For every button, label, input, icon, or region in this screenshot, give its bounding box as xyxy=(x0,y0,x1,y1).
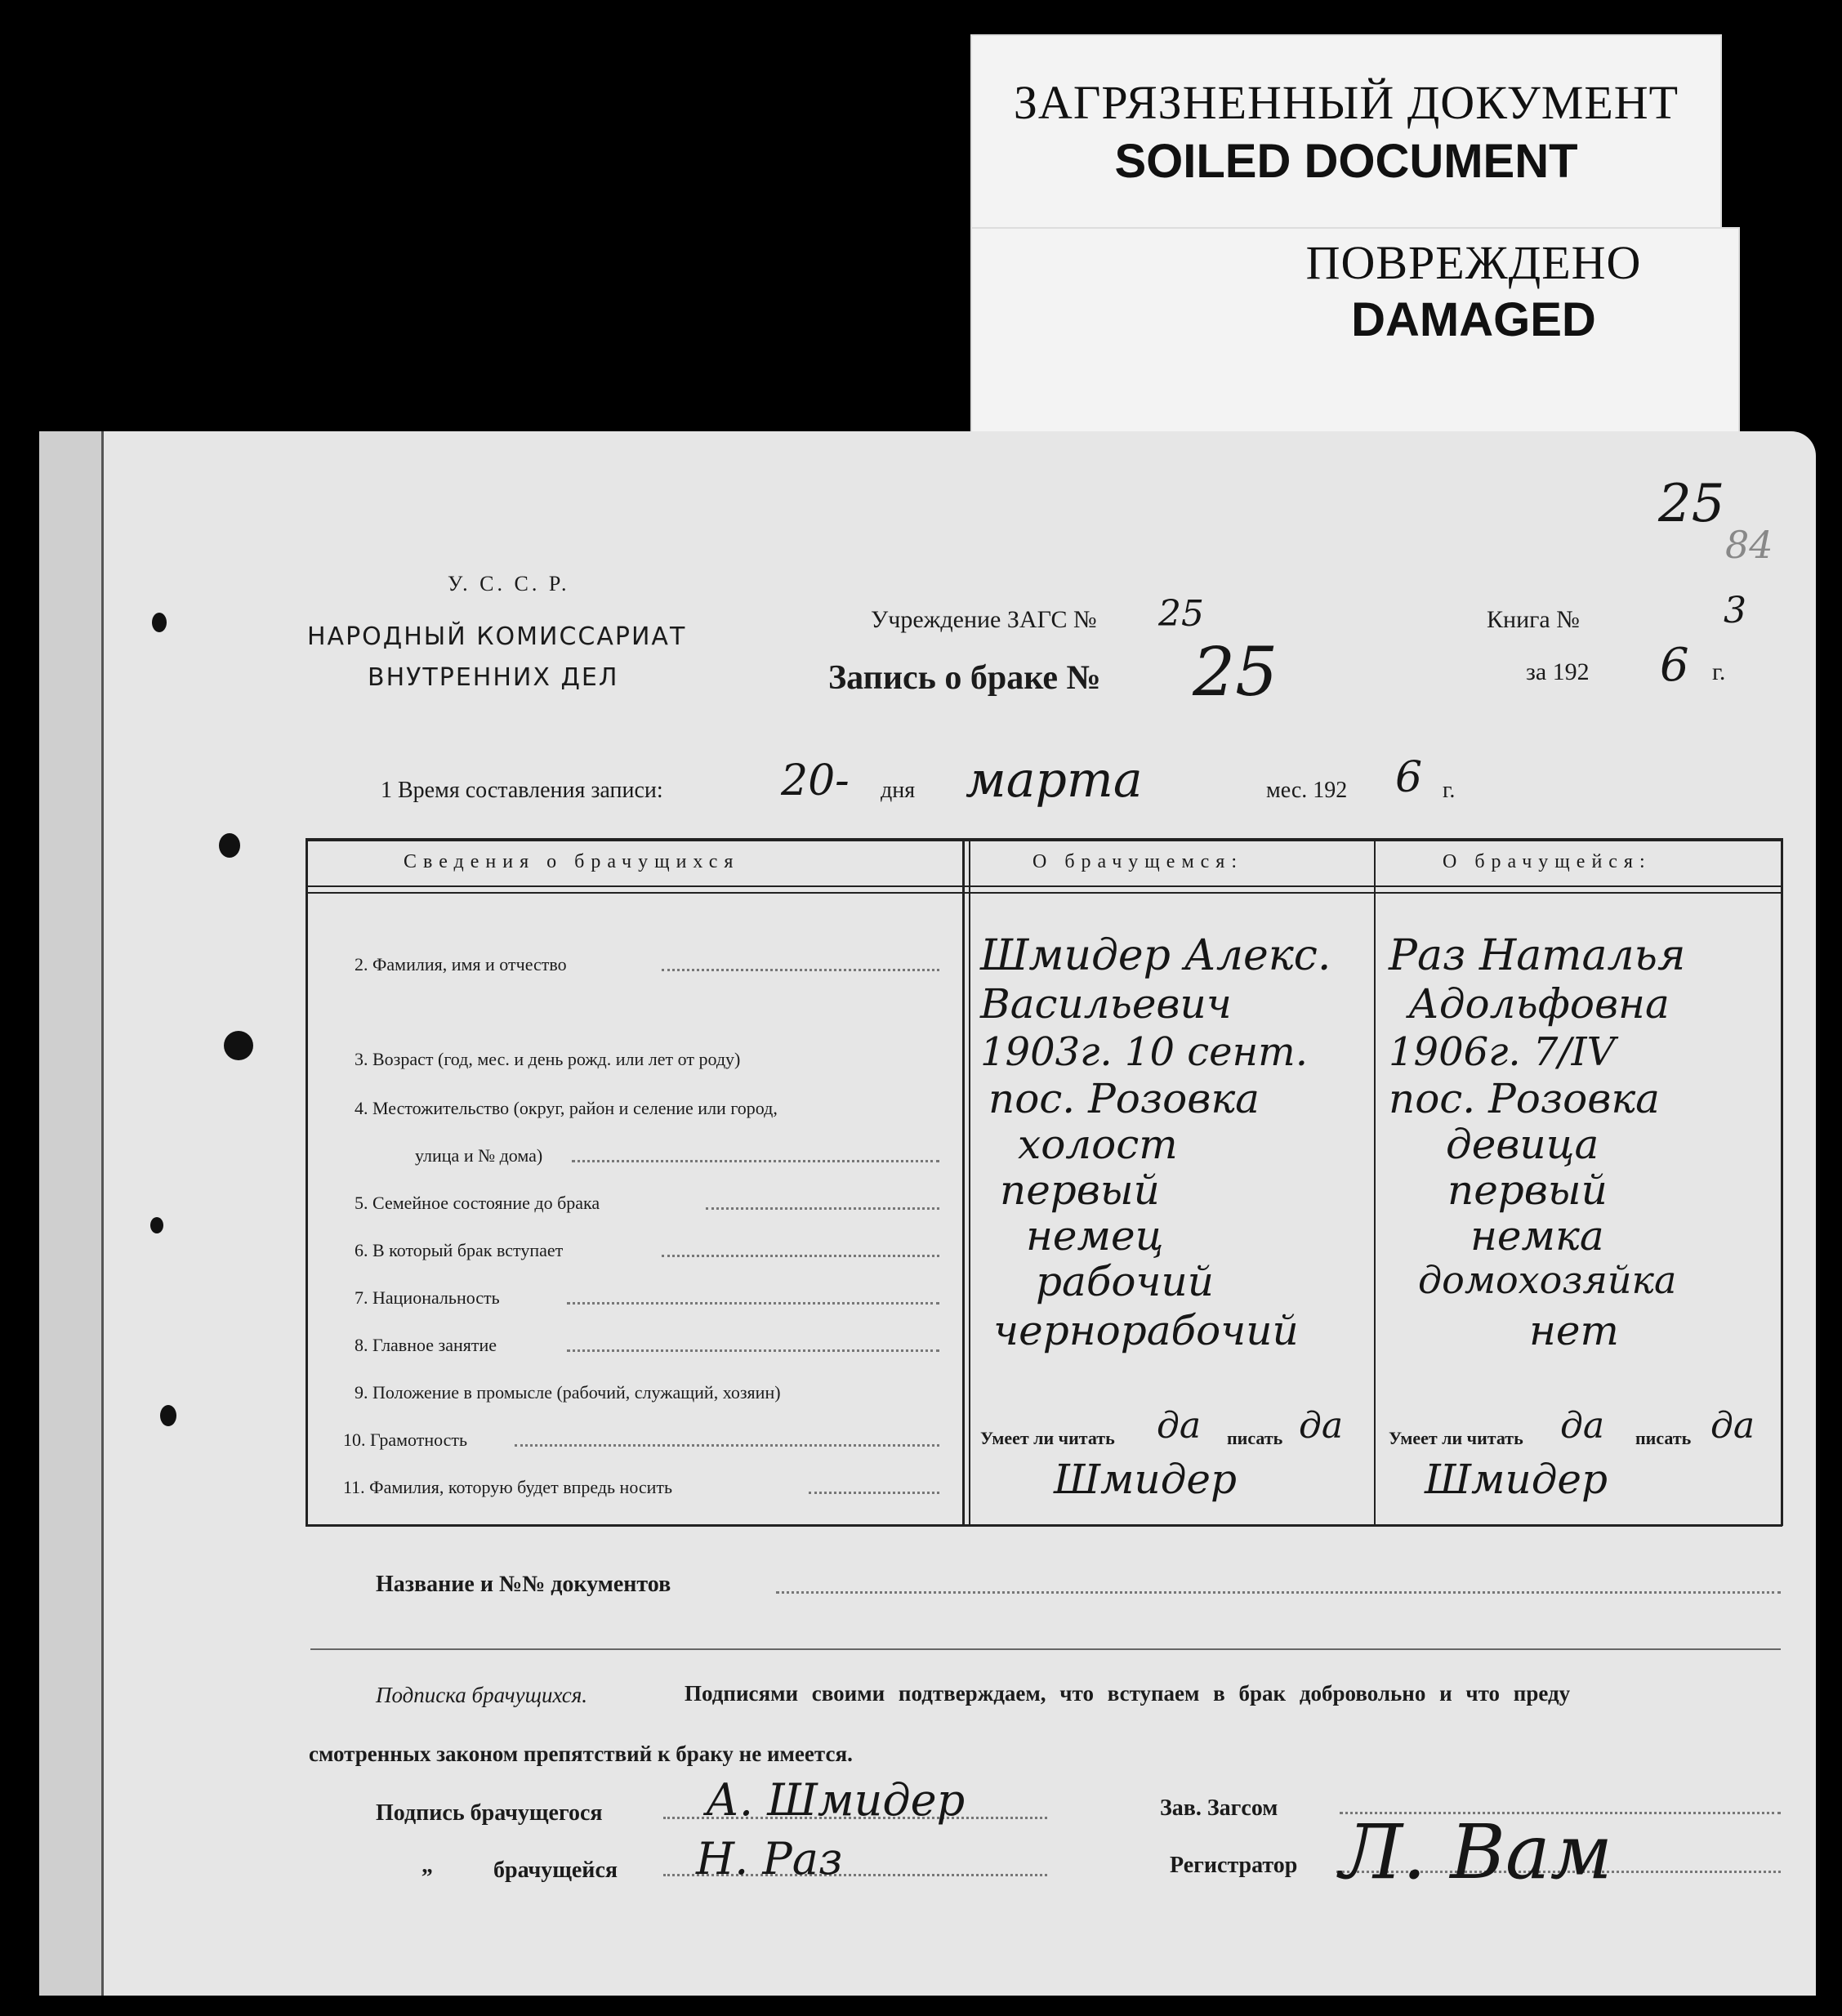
section-divider xyxy=(310,1648,1781,1650)
table-header-info: Сведения о брачущихся xyxy=(404,851,740,872)
table-header-bride: О брачущейся: xyxy=(1443,851,1652,872)
commissariat-line-1: НАРОДНЫЙ КОМИССАРИАТ xyxy=(307,622,687,651)
statement-line-2: смотренных законом препятствий к браку не имеется. xyxy=(309,1742,853,1766)
bride-name: Раз Наталья xyxy=(1389,931,1686,980)
record-time-label: 1 Время составления записи: xyxy=(381,778,663,803)
groom-trade-position: чернорабочий xyxy=(993,1307,1299,1354)
table-col-divider-1b xyxy=(969,838,970,1526)
bride-birthdate: 1906г. 7/IV xyxy=(1389,1029,1616,1075)
groom-read-label: Умеет ли читать xyxy=(980,1428,1115,1448)
bride-future-surname: Шмидер xyxy=(1425,1456,1608,1503)
bride-marriage-count: первый xyxy=(1447,1166,1608,1214)
groom-future-surname: Шмидер xyxy=(1054,1456,1237,1503)
binding-strip xyxy=(39,431,104,1996)
soiled-label-ru: ЗАГРЯЗНЕННЫЙ ДОКУМЕНТ xyxy=(1013,76,1679,129)
year-suffix: г. xyxy=(1712,658,1726,685)
groom-write-label: писать xyxy=(1227,1428,1283,1448)
row-label-marital: 5. Семейное состояние до брака xyxy=(355,1193,600,1213)
row-leader xyxy=(515,1444,939,1447)
table-left-border xyxy=(306,838,308,1526)
row-leader xyxy=(572,1160,939,1162)
groom-patronymic: Васильевич xyxy=(980,980,1232,1028)
zags-label: Учреждение ЗАГС № xyxy=(871,606,1097,633)
table-top-border xyxy=(306,838,1782,841)
row-label-age: 3. Возраст (год, мес. и день рожд. или лет от роду) xyxy=(355,1049,741,1069)
statement-lead: Подписка брачущихся. xyxy=(376,1683,588,1707)
damaged-document-label xyxy=(970,227,1740,449)
row-leader xyxy=(567,1349,939,1352)
row-leader xyxy=(567,1302,939,1305)
bride-signature: Н. Раз xyxy=(696,1833,843,1884)
row-label-residence-cont: улица и № дома) xyxy=(415,1145,543,1166)
row-label-occupation: 8. Главное занятие xyxy=(355,1335,497,1355)
bride-read-label: Умеет ли читать xyxy=(1389,1428,1523,1448)
record-number: 25 xyxy=(1193,634,1278,711)
soiled-document-label xyxy=(970,34,1722,234)
record-day: 20- xyxy=(781,756,850,805)
table-header-border xyxy=(306,885,1782,887)
row-leader xyxy=(706,1207,939,1210)
row-leader xyxy=(809,1492,939,1494)
table-header-groom: О брачущемся: xyxy=(1033,851,1243,872)
table-col-divider-1 xyxy=(962,838,965,1526)
row-label-future-surname: 11. Фамилия, которую будет впредь носить xyxy=(343,1477,673,1497)
groom-nationality: немец xyxy=(1026,1212,1164,1260)
groom-occupation: рабочий xyxy=(1036,1258,1214,1305)
documents-label: Название и №№ документов xyxy=(376,1572,671,1597)
row-label-marriage-count: 6. В который брак вступает xyxy=(355,1240,564,1260)
bride-nationality: немка xyxy=(1470,1212,1604,1260)
table-bottom-border xyxy=(306,1524,1782,1527)
punch-hole xyxy=(224,1031,253,1060)
documents-line xyxy=(776,1591,1781,1594)
bride-write-label: писать xyxy=(1635,1428,1692,1448)
groom-signature: А. Шмидер xyxy=(706,1774,966,1826)
statement-line-1: Подписями своими подтверждаем, что вступаем в брак добровольно и что преду xyxy=(685,1681,1571,1706)
row-label-nationality: 7. Национальность xyxy=(355,1287,500,1308)
bride-signature-quote: „ xyxy=(421,1853,433,1878)
punch-hole xyxy=(219,833,240,858)
zags-head-label: Зав. Загсом xyxy=(1160,1795,1278,1821)
row-leader xyxy=(662,969,939,971)
groom-marital-status: холост xyxy=(1018,1121,1178,1168)
bride-trade-position: нет xyxy=(1529,1307,1619,1354)
bride-occupation: домохозяйка xyxy=(1418,1258,1677,1302)
book-number: 3 xyxy=(1724,590,1746,631)
bride-write-value: да xyxy=(1710,1405,1755,1447)
groom-marriage-count: первый xyxy=(1000,1166,1160,1214)
registrar-signature: Л. Вам xyxy=(1340,1809,1612,1896)
zags-number: 25 xyxy=(1158,593,1204,635)
record-month-label: мес. 192 xyxy=(1266,778,1348,803)
row-label-residence: 4. Местожительство (округ, район и селение или город, xyxy=(355,1098,778,1118)
table-header-border-2 xyxy=(306,892,1782,894)
record-title: Запись о браке № xyxy=(828,659,1101,697)
bride-patronymic: Адольфовна xyxy=(1408,980,1670,1028)
groom-write-value: да xyxy=(1299,1405,1344,1447)
table-col-divider-2 xyxy=(1374,838,1376,1526)
bride-marital-status: девица xyxy=(1446,1121,1599,1168)
groom-name: Шмидер Алекс. xyxy=(980,931,1331,980)
groom-signature-label: Подпись брачущегося xyxy=(376,1800,603,1826)
punch-hole xyxy=(160,1405,176,1426)
punch-hole xyxy=(150,1217,163,1233)
row-leader xyxy=(662,1255,939,1257)
punch-hole xyxy=(152,613,167,632)
bride-residence: пос. Розовка xyxy=(1389,1075,1660,1122)
record-year-suffix: г. xyxy=(1443,778,1456,803)
table-right-border xyxy=(1781,838,1783,1526)
damaged-label-ru: ПОВРЕЖДЕНО xyxy=(1305,236,1642,289)
book-label: Книга № xyxy=(1487,606,1580,633)
row-label-name: 2. Фамилия, имя и отчество xyxy=(355,954,567,975)
registrar-label: Регистратор xyxy=(1170,1853,1298,1878)
bride-signature-label: брачущейся xyxy=(493,1858,618,1883)
groom-read-value: да xyxy=(1157,1405,1202,1447)
row-label-literacy: 10. Грамотность xyxy=(343,1429,468,1450)
page-number: 25 xyxy=(1658,474,1725,534)
commissariat-line-2: ВНУТРЕННИХ ДЕЛ xyxy=(368,663,619,692)
row-label-trade-position: 9. Положение в промысле (рабочий, служащий, хозяин) xyxy=(355,1382,781,1403)
record-year: 6 xyxy=(1395,753,1423,802)
year-value: 6 xyxy=(1660,639,1689,692)
bride-read-value: да xyxy=(1560,1405,1605,1447)
damaged-label-en: DAMAGED xyxy=(1351,293,1596,346)
record-month: марта xyxy=(966,752,1143,809)
year-prefix: за 192 xyxy=(1526,658,1590,685)
groom-birthdate: 1903г. 10 сент. xyxy=(980,1029,1308,1075)
page-number-secondary: 84 xyxy=(1725,523,1773,567)
soiled-label-en: SOILED DOCUMENT xyxy=(1114,135,1578,188)
record-day-label: дня xyxy=(881,778,916,803)
ussr-header: У. С. С. Р. xyxy=(448,572,570,595)
groom-residence: пос. Розовка xyxy=(988,1075,1260,1122)
